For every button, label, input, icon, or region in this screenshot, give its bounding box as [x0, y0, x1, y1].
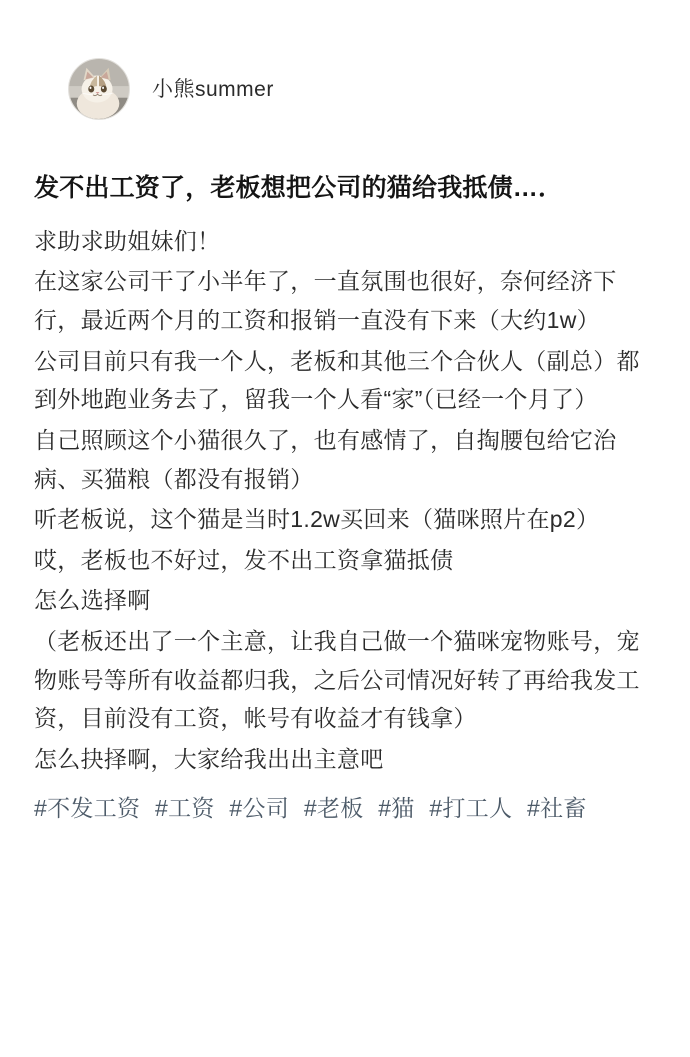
author-name[interactable]: 小熊summer	[152, 77, 274, 101]
post-paragraph: 自己照顾这个小猫很久了，也有感情了，自掏腰包给它治病、买猫粮（都没有报销）	[34, 426, 617, 492]
tag-item[interactable]: #不发工资	[34, 794, 141, 821]
post-paragraph: 听老板说，这个猫是当时1.2w买回来（猫咪照片在p2）	[34, 506, 600, 533]
post-body	[34, 222, 656, 779]
tag-item[interactable]: #工资	[155, 794, 215, 821]
tag-item[interactable]: #猫	[378, 794, 415, 821]
post-paragraph: （老板还出了一个主意，让我自己做一个猫咪宠物账号，宠物账号等所有收益都归我，之后公司情况好转了再给我发工资，目前没有工资，帐号有收益才有钱拿）	[34, 628, 640, 732]
tag-item[interactable]: #公司	[229, 794, 290, 821]
post-paragraph: 公司目前只有我一个人，老板和其他三个合伙人（副总）都到外地跑业务去了，留我一个人看“家”（已经一个月了）	[34, 347, 640, 413]
post-paragraph: 哎，老板也不好过，发不出工资拿猫抵债	[34, 546, 454, 573]
avatar[interactable]	[68, 58, 130, 120]
cat-avatar-icon	[69, 59, 129, 119]
tag-list	[34, 789, 656, 828]
post-paragraph: 怎么抉择啊，大家给我出出主意吧	[34, 745, 384, 772]
tag-item[interactable]: #社畜	[527, 794, 587, 821]
tag-item[interactable]: #老板	[303, 794, 364, 821]
post-paragraph: 怎么选择啊	[34, 587, 151, 614]
post-title: 发不出工资了，老板想把公司的猫给我抵债…．	[34, 174, 564, 202]
post-paragraph: 求助求助姐妹们！	[34, 227, 221, 254]
post-paragraph: 在这家公司干了小半年了，一直氛围也很好，奈何经济下行，最近两个月的工资和报销一直没有下来（大约1w）	[34, 268, 617, 333]
author-row[interactable]	[0, 0, 690, 120]
post-content	[0, 172, 690, 827]
tag-item[interactable]: #打工人	[429, 794, 513, 821]
